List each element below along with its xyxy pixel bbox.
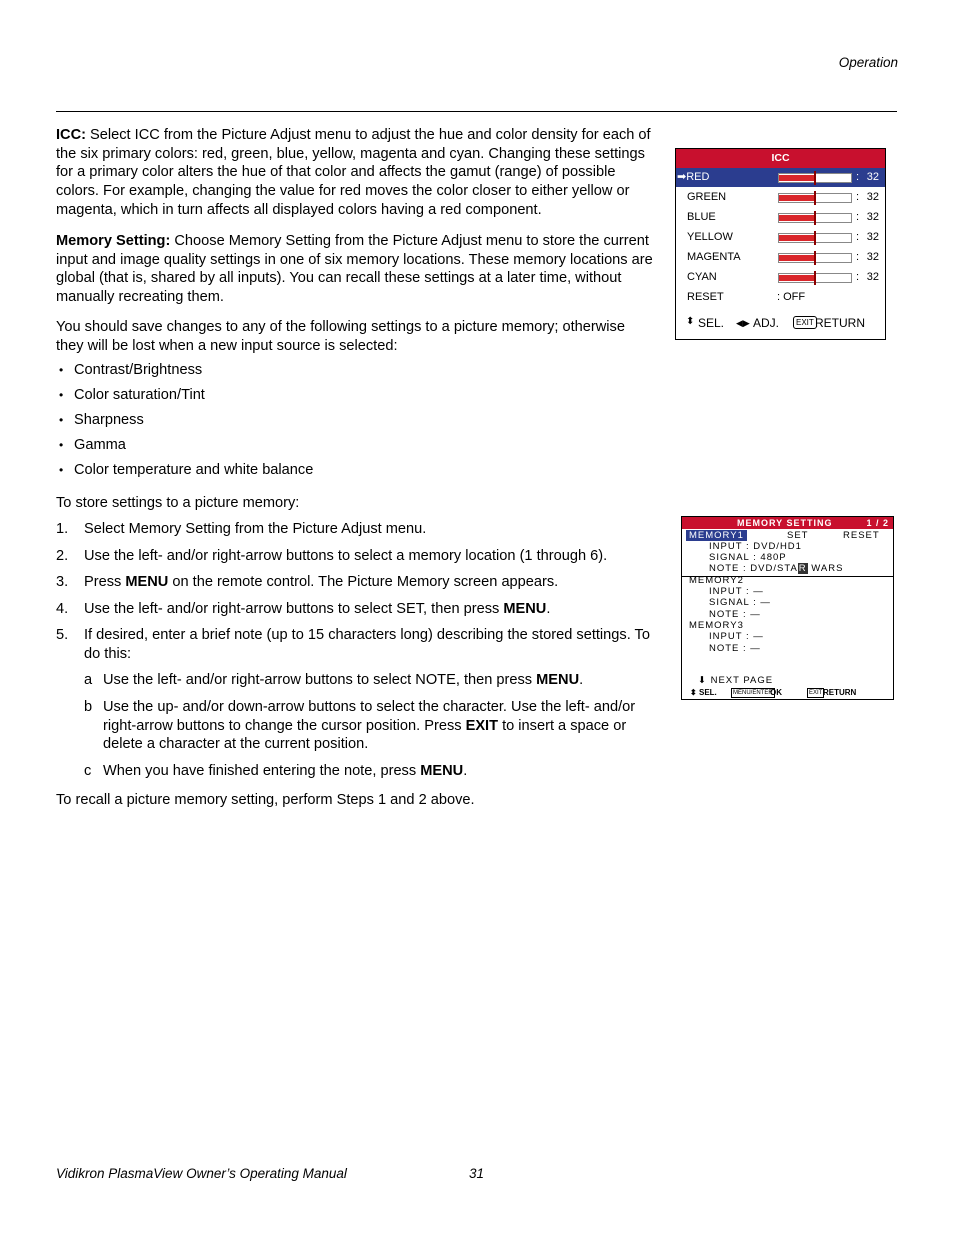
memory-setting-text: Choose Memory Setting from the Picture Adjust menu to store the current input and image quality settings in one of six memory locations. These memory locations are global (that is, shared by all inputs). You can recall these settings at a later time, without manually recreating them. bbox=[56, 233, 653, 306]
list-item: • Contrast/Brightness bbox=[59, 362, 203, 378]
icc-row-reset: RESET : OFF bbox=[687, 291, 806, 303]
exit-key-icon: EXIT bbox=[809, 690, 823, 696]
memory2-label: MEMORY2 bbox=[689, 575, 744, 586]
page-number: 31 bbox=[469, 1166, 485, 1181]
memory2-signal: SIGNAL : — bbox=[709, 597, 771, 608]
list-item: • Sharpness bbox=[59, 412, 144, 428]
icc-term: ICC: bbox=[56, 127, 86, 143]
red-slider bbox=[778, 173, 852, 183]
icc-row-cyan: CYAN : 32 bbox=[687, 271, 879, 283]
step-5a: a Use the left- and/or right-arrow buttons to select NOTE, then press MENU. bbox=[84, 672, 584, 688]
memory1-input: INPUT : DVD/HD1 bbox=[709, 541, 802, 552]
pointer-arrow-icon: ➡ bbox=[677, 171, 687, 183]
memory-setting-paragraph bbox=[56, 232, 656, 307]
memory-setting-menu-screenshot: MEMORY SETTING 1 / 2 MEMORY1 SET RESET INPUT : DVD/HD1 SIGNAL : 480P NOTE : DVD/STAR WARS MEMORY2 INPUT : — SIGNAL : — NOTE : — MEMORY3 INPUT : — NOTE : — ⬇ NEXT PAGE ⬍ SEL. MENU/ENTER OK EXIT RETURN bbox=[681, 516, 894, 700]
memory-menu-title-bar: MEMORY SETTING 1 / 2 bbox=[682, 517, 893, 529]
icc-row-green: GREEN : 32 bbox=[687, 191, 879, 203]
magenta-slider bbox=[778, 253, 852, 263]
memory3-label: MEMORY3 bbox=[689, 620, 744, 631]
memory3-input: INPUT : — bbox=[709, 631, 764, 642]
step-5b: b Use the up- and/or down-arrow buttons to select the character. Use the left- and/or right-arrow buttons to change the cursor position. Press EXIT to insert a space or delete a character at the current position. bbox=[84, 699, 636, 753]
footer-manual-title: Vidikron PlasmaView Owner’s Operating Manual bbox=[56, 1166, 347, 1181]
blue-slider bbox=[778, 213, 852, 223]
recall-paragraph: To recall a picture memory setting, perform Steps 1 and 2 above. bbox=[56, 792, 475, 808]
icc-menu-title: ICC bbox=[676, 149, 885, 168]
step-2: 2. Use the left- and/or right-arrow buttons to select a memory location (1 through 6). bbox=[56, 548, 608, 564]
memory1-label: MEMORY1 bbox=[686, 530, 747, 541]
step-3: 3. Press MENU on the remote control. The Picture Memory screen appears. bbox=[56, 574, 559, 590]
header-rule bbox=[56, 111, 897, 112]
exit-key-icon: EXIT bbox=[793, 316, 817, 329]
icc-row-magenta: MAGENTA : 32 bbox=[687, 251, 879, 263]
memory3-note: NOTE : — bbox=[709, 643, 761, 654]
step-4: 4. Use the left- and/or right-arrow buttons to select SET, then press MENU. bbox=[56, 601, 551, 617]
icc-row-yellow: YELLOW : 32 bbox=[687, 231, 879, 243]
memory2-note: NOTE : — bbox=[709, 609, 761, 620]
left-right-arrow-icon: ◀▶ bbox=[736, 318, 750, 328]
cyan-slider bbox=[778, 273, 852, 283]
memory1-set: SET bbox=[787, 530, 809, 541]
icc-row-blue: BLUE : 32 bbox=[687, 211, 879, 223]
up-down-arrow-icon: ⬍ bbox=[686, 316, 695, 327]
memory2-input: INPUT : — bbox=[709, 586, 764, 597]
icc-menu-screenshot: ICC ➡RED : 32 GREEN : 32 BLUE : 32 YELLOW : 32 MAGENTA : 32 CYAN : 32 RESET : OFF ⬍ SEL. ◀▶ ADJ. EXIT RETURN bbox=[675, 148, 886, 340]
step-1: 1. Select Memory Setting from the Picture Adjust menu. bbox=[56, 521, 427, 537]
settings-bullet-list bbox=[56, 361, 656, 486]
next-page-hint: ⬇ NEXT PAGE bbox=[698, 675, 774, 686]
save-paragraph: You should save changes to any of the following settings to a picture memory; otherwise they will be lost when a new input source is selected: bbox=[56, 319, 625, 354]
list-item: • Gamma bbox=[59, 437, 126, 453]
running-header: Operation bbox=[838, 55, 898, 70]
memory1-reset: RESET bbox=[843, 530, 880, 541]
yellow-slider bbox=[778, 233, 852, 243]
list-item: • Color saturation/Tint bbox=[59, 387, 205, 403]
memory1-signal: SIGNAL : 480P bbox=[709, 552, 787, 563]
menu-enter-key-icon: MENU/ENTER bbox=[733, 690, 773, 696]
icc-paragraph bbox=[56, 126, 656, 220]
memory1-note: NOTE : DVD/STAR WARS bbox=[709, 563, 844, 574]
memory-setting-term: Memory Setting: bbox=[56, 233, 171, 249]
green-slider bbox=[778, 193, 852, 203]
down-arrow-icon: ⬇ bbox=[698, 675, 707, 686]
icc-text: Select ICC from the Picture Adjust menu to adjust the hue and color density for each of the six primary colors: red, green, blue, yellow, magenta and cyan. Changing these settings for a primary color alters the hue of that color and affects the gamut (range) of possible colors. For example, changing the value for red moves the color closer to either yellow or magenta, which in turn affects all displayed colors having a red component. bbox=[56, 127, 651, 218]
step-5: 5. If desired, enter a brief note (up to 15 characters long) describing the stored settings. To do this: bbox=[56, 627, 650, 662]
step-5c: c When you have finished entering the note, press MENU. bbox=[84, 763, 468, 779]
icc-row-red: ➡RED : 32 bbox=[676, 168, 885, 187]
store-intro: To store settings to a picture memory: bbox=[56, 495, 300, 511]
up-down-arrow-icon: ⬍ bbox=[690, 688, 697, 697]
list-item: • Color temperature and white balance bbox=[59, 462, 314, 478]
